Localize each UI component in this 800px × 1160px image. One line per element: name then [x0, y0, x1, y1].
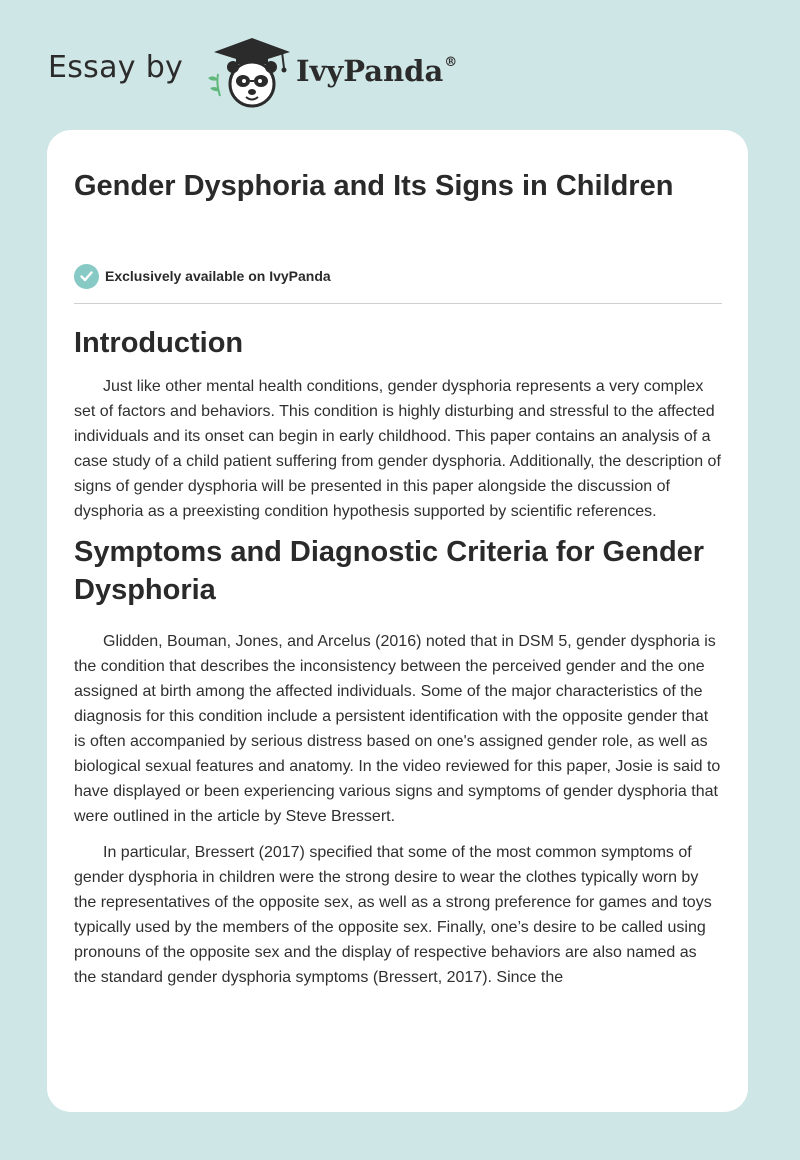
- brand-name[interactable]: IvyPanda®: [296, 54, 458, 88]
- registered-mark: ®: [444, 55, 458, 71]
- essay-by-label: Essay by: [48, 50, 184, 85]
- paragraph: Just like other mental health conditions, gender dysphoria represents a very complex set of factors and behaviors. This condition is highly disturbing and stressful to the affected individuals and its onset can begin in early childhood. This paper contains an analysis of a case study of a child patient suffering from gender dysphoria. Additionally, the description of signs of gender dysphoria will be presented in this paper alongside the discussion of dysphoria as a preexisting condition hypothesis supported by scientific references.: [74, 378, 721, 520]
- article-body: [74, 320, 722, 990]
- article-card: [47, 130, 748, 1112]
- paragraph: Glidden, Bouman, Jones, and Arcelus (2016) noted that in DSM 5, gender dysphoria is the condition that describes the inconsistency between the perceived gender and the one assigned at birth among the affected individuals. Some of the major characteristics of the diagnosis for this condition include a persistent identification with the opposite gender that is often accompanied by serious distress based on one's assigned gender role, as well as biological sexual features and anatomy. In the video reviewed for this paper, Josie is said to have displayed or been experiencing various signs and symptoms of gender dysphoria that were outlined in the article by Steve Bressert.: [74, 633, 721, 825]
- exclusive-text: Exclusively available on IvyPanda: [105, 268, 331, 284]
- paragraph: In particular, Bressert (2017) specified that some of the most common symptoms of gender dysphoria in children were the strong desire to wear the clothes typically worn by the representatives of the opposite sex, as well as a strong preference for games and toys typically used by the members of the opposite sex. Finally, one’s desire to be called using pronouns of the opposite sex and the display of respective behaviors are also named as the standard gender dysphoria symptoms (Bressert, 2017). Since the: [74, 844, 712, 986]
- section-heading-symptoms: Symptoms and Diagnostic Criteria for Gender Dysphoria: [74, 536, 705, 606]
- panda-graduate-icon: [202, 34, 296, 110]
- article-title: Gender Dysphoria and Its Signs in Children: [74, 170, 674, 202]
- divider: [74, 303, 722, 304]
- checkmark-icon: [74, 264, 99, 289]
- exclusive-badge: [74, 263, 331, 289]
- site-header: [48, 34, 608, 110]
- section-heading-introduction: Introduction: [74, 327, 244, 359]
